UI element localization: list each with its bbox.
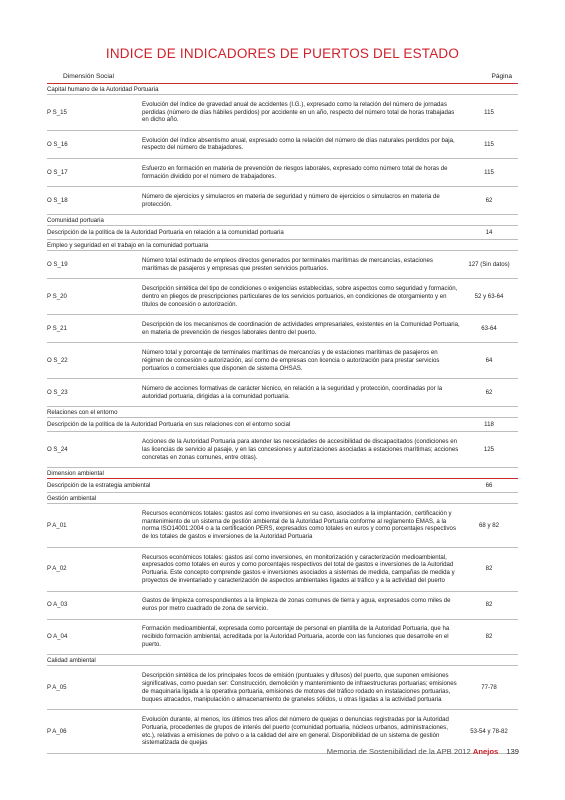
row-page: 115 bbox=[484, 168, 494, 176]
row-page: 82 bbox=[485, 565, 493, 573]
indicator-code: O S_17 bbox=[47, 168, 68, 176]
row-description: Evolución del índice absentismo anual, expresado como la relación del número de días naturales perdidos por baja, respecto del número de trabajadores. bbox=[142, 136, 455, 152]
page-number: 139 bbox=[506, 747, 519, 756]
section-heading-text: Relaciones con el entorno bbox=[47, 409, 118, 417]
table-row bbox=[47, 315, 518, 343]
indicator-code: O A_03 bbox=[47, 601, 68, 609]
row-description: Descripción de la política de la Autoridad Portuaria en relación a la comunidad portuaria bbox=[47, 228, 284, 236]
row-page: 63-64 bbox=[481, 324, 497, 332]
dimension-heading bbox=[47, 468, 518, 479]
page-title: INDICE DE INDICADORES DE PUERTOS DEL ESTADO bbox=[105, 46, 460, 61]
table-row bbox=[47, 548, 518, 592]
indicator-code: O S_19 bbox=[47, 260, 68, 268]
row-description: Descripción sintética del tipo de condiciones o exigencias establecidas, sobre aspectos como seguridad y formación, dentro en pliegos de prescripciones particulares de los servicios portuarios, en condiciones de otorgamiento y en títulos de concesión o autorización. bbox=[142, 285, 458, 308]
row-page: 82 bbox=[485, 601, 493, 609]
indicator-table bbox=[47, 84, 518, 754]
row-description: Recursos económicos totales: gastos así como inversiones en su caso, asociados a la implantación, certificación y mantenimiento de un sistema de gestión ambiental de la Autoridad Portuaria conforme al reglamento EMAS, a la norma ISO14001:2004 o a la certificación PERS, expresados como totales en euros y como porcentajes respectivos de los totales de gastos e inversiones de la Autoridad Portuaria bbox=[142, 509, 456, 541]
row-page: 118 bbox=[484, 420, 494, 428]
table-row bbox=[47, 343, 518, 379]
indicator-code: O S_23 bbox=[47, 388, 68, 396]
section-heading bbox=[47, 240, 518, 251]
indicator-code: P S_20 bbox=[47, 292, 67, 300]
indicator-code: O S_16 bbox=[47, 140, 68, 148]
row-page: 52 y 63-64 bbox=[474, 292, 504, 300]
table-row bbox=[47, 187, 518, 215]
section-heading-text: Capital humano de la Autoridad Portuaria bbox=[47, 86, 159, 93]
table-row bbox=[47, 226, 518, 240]
column-header bbox=[47, 72, 518, 84]
indicator-code: P A_01 bbox=[47, 521, 67, 529]
table-row bbox=[47, 418, 518, 432]
table-row bbox=[47, 131, 518, 159]
indicator-code: P S_21 bbox=[47, 324, 67, 332]
row-page: 115 bbox=[484, 140, 494, 148]
row-description: Número total y porcentaje de terminales marítimas de mercancías y de estaciones marítimas de pasajeros en régimen de concesión o autorización, así como de empresas con licencia o autorización para prestar servicios portuarios o comerciales que disponen de sistema OHSAS. bbox=[142, 349, 440, 372]
row-page: 82 bbox=[485, 633, 493, 641]
section-heading bbox=[47, 655, 518, 666]
indicator-code: P A_06 bbox=[47, 727, 67, 735]
indicator-code: O A_04 bbox=[47, 633, 68, 641]
page-column-header: Página bbox=[491, 73, 512, 80]
indicator-code: O S_22 bbox=[47, 356, 68, 364]
section-heading-text: Calidad ambiental bbox=[47, 657, 96, 665]
indicator-code: P A_02 bbox=[47, 565, 67, 573]
indicator-code: O S_18 bbox=[47, 196, 68, 204]
section-heading bbox=[47, 84, 518, 95]
row-page: 127 (Sin datos) bbox=[468, 260, 510, 268]
footer-text: Memoria de Sostenibilidad de la APB 2012 bbox=[326, 747, 471, 756]
table-row bbox=[47, 620, 518, 656]
section-heading bbox=[47, 407, 518, 418]
row-description: Descripción sintética de los principales focos de emisión (puntuales y difusos) del puerto, que suponen emisiones significativas, como puedan ser: Construcción, demolición y mantenimiento de infraestructuras portuarias; emisiones de maquinaria ligada a la operativa portuaria, emisiones de motores del tráfico rodado en instalaciones portuarias, buques atracados, manipulación o almacenamiento de graneles sólidos, u otras ligadas a la actividad portuaria bbox=[142, 672, 457, 703]
section-heading bbox=[47, 493, 518, 504]
section-heading-text: Empleo y seguridad en el trabajo en la comunidad portuaria bbox=[47, 242, 209, 250]
table-row bbox=[47, 159, 518, 187]
section-heading-text: Comunidad portuaria bbox=[47, 217, 104, 225]
table-row bbox=[47, 251, 518, 279]
row-description: Número total estimado de empleos directos generados por terminales marítimas de mercancías, estaciones marítimas de pasajeros y empresas que presten servicios portuarios. bbox=[142, 256, 433, 272]
table-row bbox=[47, 479, 518, 493]
row-description: Gastos de limpieza correspondientes a la limpieza de zonas comunes de tierra y agua, expresados como miles de euros por metro cuadrado de zona de servicio. bbox=[142, 597, 451, 613]
table-row bbox=[47, 592, 518, 620]
footer-section-label: Anejos bbox=[472, 747, 499, 756]
dimension-header: Dimensión Social bbox=[63, 73, 114, 80]
page-footer bbox=[327, 747, 519, 756]
row-page: 68 y 82 bbox=[479, 521, 499, 529]
table-row bbox=[47, 504, 518, 548]
row-description: Recursos económicos totales: gastos así como inversiones, en monitorización y caracterización medioambiental, expresados como totales en euros y como porcentajes respectivos del total de gastos e inversiones de la Autoridad Portuaria. Este concepto comprende gastos e inversiones asociados a sistemas de medida, campañas de medida y proyectos de inventariado y caracterización de aspectos ambientales ligados al tráfico y a la actividad del puerto bbox=[142, 553, 455, 584]
table-row bbox=[47, 666, 518, 710]
table-row bbox=[47, 432, 518, 468]
row-description: Evolución durante, al menos, los últimos tres años del número de quejas o denuncias registradas por la Autoridad Portuaria, procedentes de grupos de interés del puerto (comunidad portuaria, núcleos urbanos, administraciones, etc.), relativas a emisiones de polvo o a la calidad del aire en general. Disponibilidad de un sistema de gestión sistematizada de quejas bbox=[142, 715, 449, 747]
section-heading-text: Dimension ambiental bbox=[47, 470, 104, 478]
row-description: Descripción de la estrategia ambiental bbox=[47, 481, 151, 489]
row-description: Formación medioambiental, expresada como porcentaje de personal en plantilla de la Autoridad Portuaria, que ha recibido formación ambiental, acreditada por la Autoridad Portuaria, acorde con las funciones que desarrolle en el puerto. bbox=[142, 625, 450, 648]
row-page: 115 bbox=[484, 108, 494, 116]
row-page: 62 bbox=[485, 196, 493, 204]
row-description: Esfuerzo en formación en materia de prevención de riesgos laborales, expresado como número total de horas de formación dividido por el número de trabajadores. bbox=[142, 164, 448, 180]
section-heading bbox=[47, 215, 518, 226]
row-page: 14 bbox=[485, 228, 493, 236]
indicator-code: O S_24 bbox=[47, 445, 68, 453]
table-row bbox=[47, 95, 518, 131]
row-description: Número de ejercicios y simulacros en materia de seguridad y número de ejercicios o simulacros en materia de protección. bbox=[142, 192, 440, 208]
row-description: Descripción de la política de la Autoridad Portuaria en sus relaciones con el entorno social bbox=[47, 420, 291, 428]
row-description: Descripción de los mecanismos de coordinación de actividades empresariales, existentes en la Comunidad Portuaria, en materia de prevención de riesgos laborales dentro del puerto. bbox=[142, 320, 460, 336]
row-page: 125 bbox=[483, 445, 495, 453]
row-page: 66 bbox=[485, 481, 493, 489]
row-description: Número de acciones formativas de carácter técnico, en relación a la seguridad y protección, coordinadas por la autoridad portuaria, dirigidas a la comunidad portuaria. bbox=[142, 384, 443, 400]
table-row bbox=[47, 279, 518, 315]
section-heading-text: Gestión ambiental bbox=[47, 495, 97, 503]
indicator-code: P S_15 bbox=[47, 108, 67, 116]
indicator-code: P A_05 bbox=[47, 683, 67, 691]
row-page: 77-78 bbox=[481, 683, 497, 691]
table-row bbox=[47, 379, 518, 407]
row-page: 62 bbox=[485, 388, 493, 396]
row-page: 64 bbox=[485, 356, 493, 364]
row-page: 53-54 y 78-82 bbox=[470, 727, 508, 735]
row-description: Evolución del índice de gravedad anual de accidentes (I.G.), expresado como la relación del número de jornadas perdidas (número de días hábiles perdidos) por accidente en un año, respecto del número total de horas trabajadas en dicho año. bbox=[142, 100, 455, 124]
row-description: Acciones de la Autoridad Portuaria para atender las necesidades de accesibilidad de discapacitados (condiciones en las licencias de servicio al pasaje, y en las concesiones y autorizaciones asociadas a estaciones marítimas; acciones concretas en zonas comunes, entre otras). bbox=[142, 437, 459, 461]
